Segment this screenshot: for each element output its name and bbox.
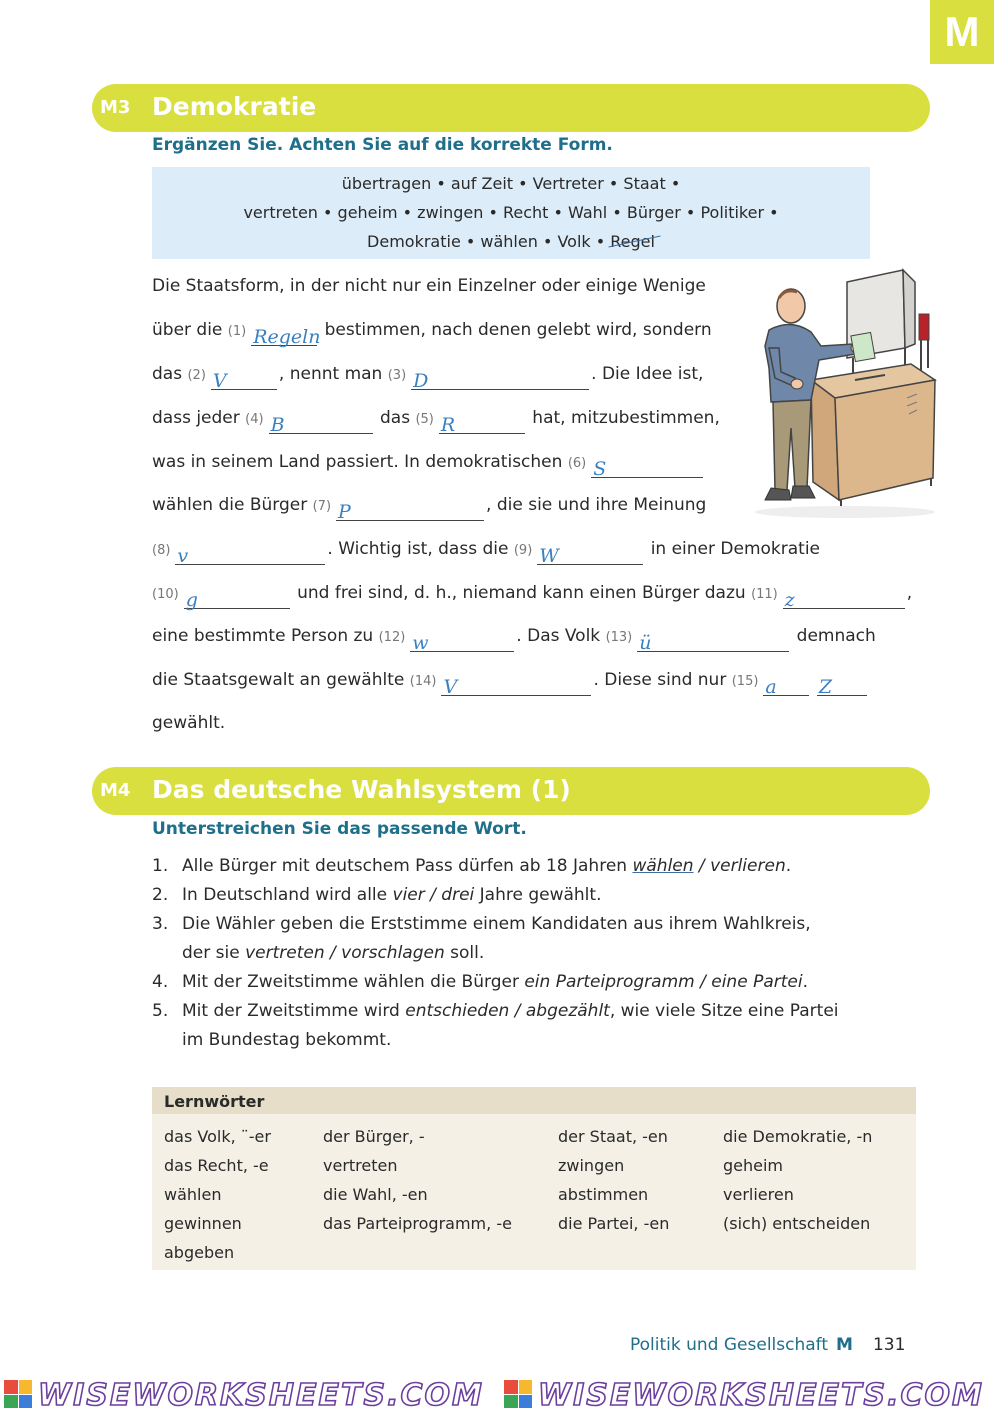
item-number: 1. bbox=[152, 856, 169, 876]
vocab-word: wählen bbox=[164, 1185, 222, 1204]
vocab-word: (sich) entscheiden bbox=[723, 1214, 871, 1233]
footer-letter: M bbox=[836, 1335, 853, 1355]
answer-blank[interactable]: z bbox=[783, 586, 905, 609]
watermark-logo-icon bbox=[4, 1380, 32, 1408]
answer-blank[interactable]: B bbox=[269, 411, 373, 434]
watermark-text: WISEWORKSHEETS.COM bbox=[538, 1378, 984, 1413]
vocabulary-column bbox=[558, 1122, 669, 1238]
text-line: gewählt. bbox=[152, 713, 226, 733]
item-number: 3. bbox=[152, 914, 169, 934]
vocab-word: abgeben bbox=[164, 1243, 235, 1262]
option-words[interactable]: entschieden / abgezählt bbox=[405, 1001, 610, 1021]
text-line: was in seinem Land passiert. In demokratischen (6) S bbox=[152, 448, 705, 476]
text-line: dass jeder (4) B das (5) R hat, mitzubestimmen, bbox=[152, 408, 720, 436]
section-number: M4 bbox=[100, 780, 131, 801]
vocab-word: geheim bbox=[723, 1156, 784, 1175]
struck-word: Regel bbox=[610, 227, 655, 256]
vocab-word: abstimmen bbox=[558, 1185, 649, 1204]
word-box-line: vertreten • geheim • zwingen • Recht • Wahl • Bürger • Politiker • bbox=[243, 203, 779, 222]
page-number: 131 bbox=[872, 1335, 906, 1355]
page-footer bbox=[630, 1335, 905, 1355]
section-header-m4 bbox=[92, 767, 930, 815]
item-number: 5. bbox=[152, 1001, 169, 1021]
text-line: Die Staatsform, in der nicht nur ein Einzelner oder einige Wenige bbox=[152, 276, 706, 296]
option-words[interactable]: ein Parteiprogramm / eine Partei bbox=[524, 972, 803, 992]
watermark-logo-icon bbox=[504, 1380, 532, 1408]
chapter-tab: M bbox=[930, 0, 994, 64]
word-box-line bbox=[152, 227, 870, 256]
footer-section: Politik und Gesellschaft bbox=[630, 1335, 829, 1355]
item-number: 4. bbox=[152, 972, 169, 992]
list-item: 3. Die Wähler geben die Erststimme einem Kandidaten aus ihrem Wahlkreis, der sie vertreten / vorschlagen soll. bbox=[152, 910, 839, 968]
answer-blank[interactable]: a bbox=[763, 673, 809, 696]
m4-instruction: Unterstreichen Sie das passende Wort. bbox=[152, 819, 527, 839]
vocabulary-box bbox=[152, 1087, 916, 1270]
m3-instruction: Ergänzen Sie. Achten Sie auf die korrekte Form. bbox=[152, 135, 613, 155]
vocab-word: vertreten bbox=[323, 1156, 398, 1175]
item-number: 2. bbox=[152, 885, 169, 905]
text-line: (8) v . Wichtig ist, dass die (9) W in einer Demokratie bbox=[152, 539, 821, 567]
text-line: wählen die Bürger (7) P , die sie und ihre Meinung bbox=[152, 495, 707, 523]
option-word[interactable]: wählen bbox=[632, 856, 694, 876]
vocab-word: der Staat, -en bbox=[558, 1127, 668, 1146]
section-number: M3 bbox=[100, 97, 131, 118]
vocab-word: das Parteiprogramm, -e bbox=[323, 1214, 512, 1233]
vocab-word: die Wahl, -en bbox=[323, 1185, 428, 1204]
vocabulary-column bbox=[723, 1122, 872, 1238]
answer-blank[interactable]: g bbox=[184, 586, 290, 609]
text-line: eine bestimmte Person zu (12) w . Das Volk (13) ü demnach bbox=[152, 626, 876, 654]
section-title: Das deutsche Wahlsystem (1) bbox=[152, 775, 571, 804]
vocab-word: das Volk, ¨-er bbox=[164, 1127, 271, 1146]
list-item: 2. In Deutschland wird alle vier / drei Jahre gewählt. bbox=[152, 881, 839, 910]
answer-blank[interactable]: D bbox=[411, 367, 589, 390]
list-item: 1. Alle Bürger mit deutschem Pass dürfen ab 18 Jahren wählen / verlieren. bbox=[152, 852, 839, 881]
answer-blank[interactable]: ü bbox=[637, 629, 789, 652]
list-item: 4. Mit der Zweitstimme wählen die Bürger ein Parteiprogramm / eine Partei. bbox=[152, 968, 839, 997]
text-line: (10) g und frei sind, d. h., niemand kann einen Bürger dazu (11) z , bbox=[152, 583, 913, 611]
answer-blank[interactable]: Regeln bbox=[251, 323, 317, 346]
task-list bbox=[152, 852, 839, 1055]
answer-blank[interactable]: R bbox=[439, 411, 525, 434]
vocabulary-title: Lernwörter bbox=[152, 1087, 916, 1114]
text-line: die Staatsgewalt an gewählte (14) V . Diese sind nur (15) a Z bbox=[152, 666, 869, 694]
answer-blank[interactable]: V bbox=[441, 673, 591, 696]
answer-blank[interactable]: S bbox=[591, 455, 703, 478]
option-words[interactable]: vertreten / vorschlagen bbox=[245, 943, 445, 963]
option-word[interactable]: verlieren bbox=[710, 856, 786, 876]
section-header-m3 bbox=[92, 84, 930, 132]
word-box-line-text: Demokratie • wählen • Volk • bbox=[367, 232, 606, 251]
voter-illustration bbox=[735, 268, 950, 520]
list-item: 5. Mit der Zweitstimme wird entschieden / abgezählt, wie viele Sitze eine Partei im Bundestag bekommt. bbox=[152, 997, 839, 1055]
vocab-word: die Demokratie, -n bbox=[723, 1127, 873, 1146]
option-words[interactable]: vier / drei bbox=[392, 885, 475, 905]
vocab-word: die Partei, -en bbox=[558, 1214, 670, 1233]
answer-blank[interactable]: P bbox=[336, 498, 484, 521]
vocab-word: das Recht, -e bbox=[164, 1156, 269, 1175]
vocabulary-column bbox=[164, 1122, 271, 1267]
vocab-word: gewinnen bbox=[164, 1214, 242, 1233]
vocab-word: der Bürger, - bbox=[323, 1127, 425, 1146]
watermark-text: WISEWORKSHEETS.COM bbox=[38, 1378, 484, 1413]
section-title: Demokratie bbox=[152, 92, 317, 121]
answer-blank[interactable]: Z bbox=[817, 673, 867, 696]
vocab-word: zwingen bbox=[558, 1156, 625, 1175]
answer-blank[interactable]: v bbox=[175, 542, 325, 565]
text-line: über die (1) Regeln bestimmen, nach denen gelebt wird, sondern bbox=[152, 320, 712, 348]
vocab-word: verlieren bbox=[723, 1185, 794, 1204]
answer-blank[interactable]: w bbox=[410, 629, 514, 652]
answer-blank[interactable]: W bbox=[537, 542, 643, 565]
word-box bbox=[152, 167, 870, 259]
word-box-line: übertragen • auf Zeit • Vertreter • Staat • bbox=[341, 174, 681, 193]
text-line: das (2) V , nennt man (3) D . Die Idee ist, bbox=[152, 364, 704, 392]
vocabulary-column bbox=[323, 1122, 512, 1238]
answer-blank[interactable]: V bbox=[211, 367, 277, 390]
